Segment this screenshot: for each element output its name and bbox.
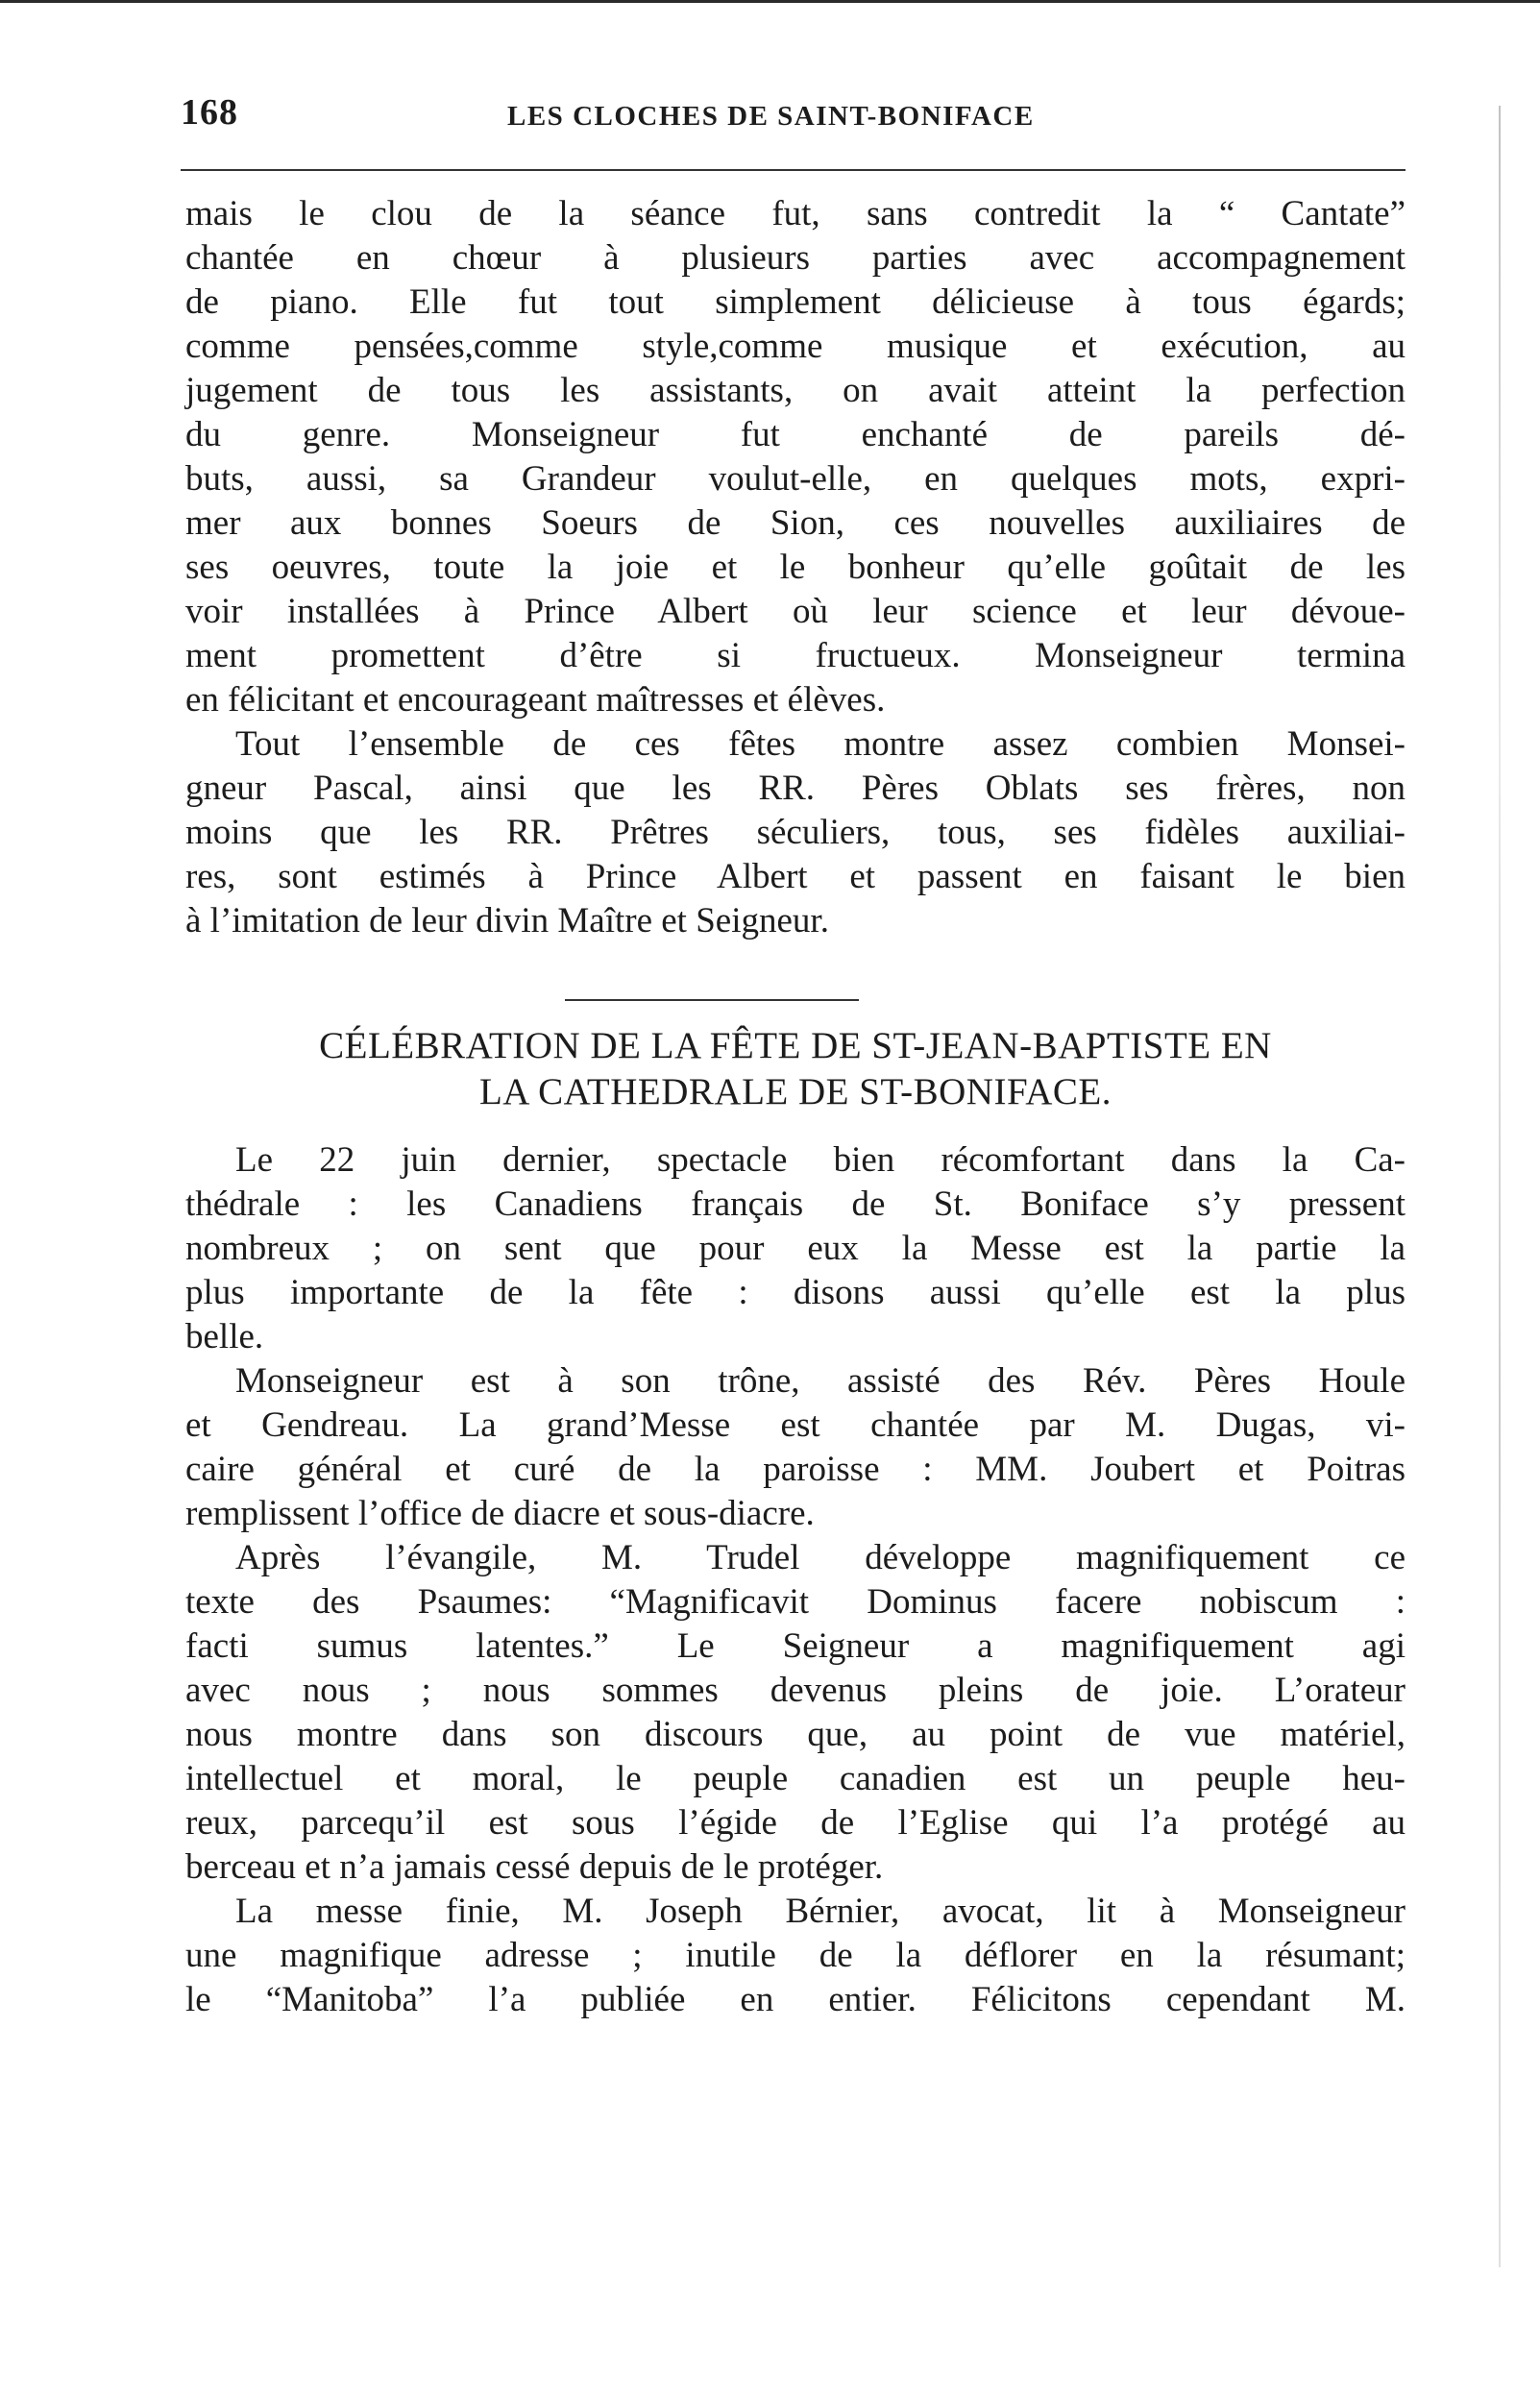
text-line: thédrale : les Canadiens français de St. Boniface s’y pressent — [185, 1185, 1406, 1224]
section-1-body — [185, 192, 1406, 943]
page-header — [181, 91, 1406, 149]
text-line: remplissent l’office de diacre et sous-diacre. — [185, 1494, 815, 1533]
text-line: buts, aussi, sa Grandeur voulut-elle, en quelques mots, expri- — [185, 459, 1406, 499]
text-line: berceau et n’a jamais cessé depuis de le protéger. — [185, 1847, 884, 1887]
header-rule — [181, 169, 1406, 171]
text-line: caire général et curé de la paroisse : MM. Joubert et Poitras — [185, 1450, 1406, 1489]
section-divider — [565, 999, 859, 1001]
page-number: 168 — [181, 92, 238, 133]
text-line: le “Manitoba” l’a publiée en entier. Félicitons cependant M. — [185, 1980, 1406, 2019]
top-edge-rule — [0, 0, 1540, 3]
text-line: chantée en chœur à plusieurs parties avec accompagnement — [185, 238, 1406, 278]
running-title: LES CLOCHES DE SAINT-BONIFACE — [507, 101, 1035, 132]
text-line: belle. — [185, 1317, 264, 1356]
text-line: Le 22 juin dernier, spectacle bien récomfortant dans la Ca- — [235, 1140, 1406, 1180]
text-line: jugement de tous les assistants, on avait atteint la perfection — [185, 371, 1406, 410]
text-line: et Gendreau. La grand’Messe est chantée par M. Dugas, vi- — [185, 1405, 1406, 1445]
text-line: ment promettent d’être si fructueux. Monseigneur termina — [185, 636, 1406, 675]
text-line: nous montre dans son discours que, au point de vue matériel, — [185, 1715, 1406, 1754]
text-line: mais le clou de la séance fut, sans contredit la “ Cantate” — [185, 194, 1406, 233]
text-line: de piano. Elle fut tout simplement délicieuse à tous égards; — [185, 282, 1406, 322]
text-line: comme pensées,comme style,comme musique et exécution, au — [185, 327, 1406, 366]
heading-line: CÉLÉBRATION DE LA FÊTE DE ST-JEAN-BAPTISTE EN — [319, 1025, 1272, 1066]
text-line: facti sumus latentes.” Le Seigneur a magnifiquement agi — [185, 1626, 1406, 1666]
text-line: res, sont estimés à Prince Albert et passent en faisant le bien — [185, 857, 1406, 896]
section-heading — [185, 1023, 1406, 1115]
text-line: du genre. Monseigneur fut enchanté de pareils dé- — [185, 415, 1406, 454]
text-line: moins que les RR. Prêtres séculiers, tous, ses fidèles auxiliai- — [185, 813, 1406, 852]
heading-line: LA CATHEDRALE DE ST-BONIFACE. — [478, 1071, 1112, 1112]
text-line: intellectuel et moral, le peuple canadien est un peuple heu- — [185, 1759, 1406, 1798]
text-line: plus importante de la fête : disons aussi qu’elle est la plus — [185, 1273, 1406, 1312]
text-line: à l’imitation de leur divin Maître et Seigneur. — [185, 901, 829, 940]
text-line: Tout l’ensemble de ces fêtes montre assez combien Monsei- — [235, 724, 1406, 764]
text-line: avec nous ; nous sommes devenus pleins de joie. L’orateur — [185, 1671, 1406, 1710]
page-edge-shadow — [1499, 106, 1501, 2267]
text-line: nombreux ; on sent que pour eux la Messe est la partie la — [185, 1229, 1406, 1268]
text-line: La messe finie, M. Joseph Bérnier, avocat, lit à Monseigneur — [235, 1892, 1406, 1931]
text-line: texte des Psaumes: “Magnificavit Dominus facere nobiscum : — [185, 1582, 1406, 1622]
text-line: en félicitant et encourageant maîtresses et élèves. — [185, 680, 886, 720]
text-line: voir installées à Prince Albert où leur science et leur dévoue- — [185, 592, 1406, 631]
text-line: Monseigneur est à son trône, assisté des Rév. Pères Houle — [235, 1361, 1406, 1401]
text-line: gneur Pascal, ainsi que les RR. Pères Oblats ses frères, non — [185, 769, 1406, 808]
text-line: mer aux bonnes Soeurs de Sion, ces nouvelles auxiliaires de — [185, 503, 1406, 543]
text-line: reux, parcequ’il est sous l’égide de l’Eglise qui l’a protégé au — [185, 1803, 1406, 1843]
text-line: ses oeuvres, toute la joie et le bonheur qu’elle goûtait de les — [185, 548, 1406, 587]
section-2-body — [185, 1138, 1406, 2022]
text-line: Après l’évangile, M. Trudel développe magnifiquement ce — [235, 1538, 1406, 1577]
text-line: une magnifique adresse ; inutile de la déflorer en la résumant; — [185, 1936, 1406, 1975]
